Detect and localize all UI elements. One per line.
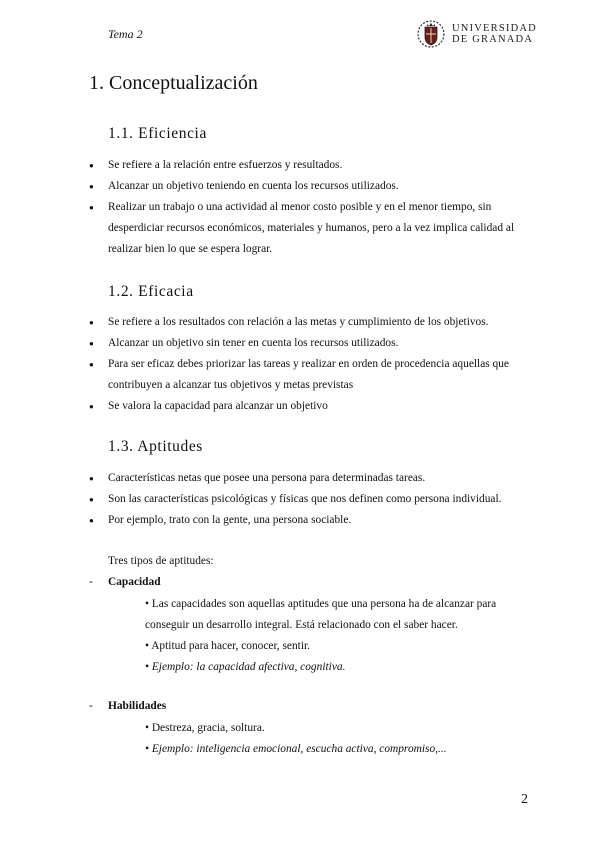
list-item: ● Se refiere a la relación entre esfuerzos y resultados. [89,155,529,176]
bullet-list-aptitudes [89,468,529,531]
university-crest-icon [416,18,446,50]
type-label: Capacidad [108,576,161,588]
logo-line1: UNIVERSIDAD [452,23,537,34]
document-title: 1. Conceptualización [89,72,258,94]
page-number: 2 [521,792,528,807]
list-item: ● Características netas que posee una persona para determinadas tareas. [89,468,529,489]
section-heading-eficacia: 1.2. Eficacia [108,283,194,300]
detail-line: • Aptitud para hacer, conocer, sentir. [145,640,311,652]
detail-line: • Las capacidades son aquellas aptitudes que una persona ha de alcanzar para conseguir un desarrollo integral. Está relacionado con el saber hacer. [145,598,497,631]
section-heading-eficiencia: 1.1. Eficiencia [108,125,207,142]
list-item: ● Alcanzar un objetivo sin tener en cuenta los recursos utilizados. [89,333,529,354]
detail-line: • Destreza, gracia, soltura. [145,722,265,734]
header-topic: Tema 2 [108,27,143,41]
types-intro: Tres tipos de aptitudes: [108,555,214,567]
list-item: ● Se valora la capacidad para alcanzar un objetivo [89,396,529,417]
list-item: ● Realizar un trabajo o una actividad al menor costo posible y en el menor tiempo, sin desperdiciar recursos económicos, materiales y humanos, pero a la vez implica calidad al realizar bien lo que se espera lograr. [89,197,529,260]
logo-line2: DE GRANADA [452,34,534,45]
dash-marker: - [89,700,93,712]
list-item: ● Se refiere a los resultados con relación a las metas y cumplimiento de los objetivos. [89,312,529,333]
list-item: ● Son las características psicológicas y físicas que nos definen como persona individual. [89,489,529,510]
type-details-habilidades [145,718,529,760]
logo-text [452,23,537,45]
list-item: ● Alcanzar un objetivo teniendo en cuenta los recursos utilizados. [89,176,529,197]
section-heading-aptitudes: 1.3. Aptitudes [108,438,203,455]
dash-marker: - [89,576,93,588]
type-details-capacidad [145,594,529,678]
bullet-list-eficiencia [89,155,529,260]
list-item: ● Por ejemplo, trato con la gente, una persona sociable. [89,510,529,531]
university-logo [416,18,537,50]
example-line: • Ejemplo: inteligencia emocional, escucha activa, compromiso,... [145,743,447,755]
type-label: Habilidades [108,700,167,712]
bullet-list-eficacia [89,312,529,417]
example-line: • Ejemplo: la capacidad afectiva, cognitiva. [145,661,346,673]
list-item: ● Para ser eficaz debes priorizar las tareas y realizar en orden de procedencia aquellas que contribuyen a alcanzar tus objetivos y metas previstas [89,354,529,396]
